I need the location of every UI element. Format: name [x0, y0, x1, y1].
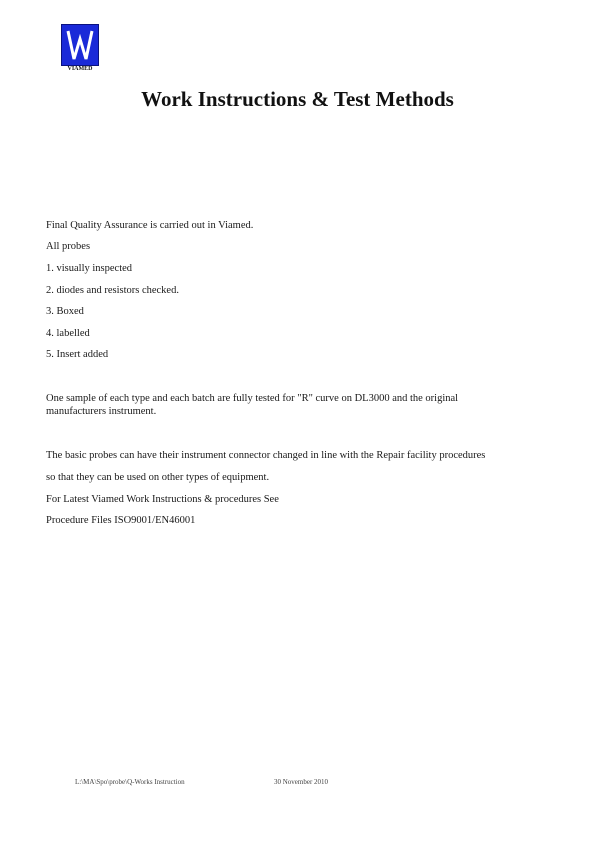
step-2: 2. diodes and resistors checked. [46, 285, 179, 296]
all-probes-heading: All probes [46, 241, 91, 252]
step-4: 4. labelled [46, 328, 90, 339]
viamed-logo-mark [61, 24, 99, 66]
footer-date: 30 November 2010 [274, 778, 329, 786]
sample-text-line-1: One sample of each type and each batch are fully tested for "R" curve on DL3000 and the original [46, 393, 459, 404]
footer-file-path: L:\MA\Spo\probe\Q-Works Instruction [75, 778, 185, 786]
step-1: 1. visually inspected [46, 263, 133, 274]
basic-probes-text-line-1: The basic probes can have their instrument connector changed in line with the Repair facility procedures [46, 450, 486, 461]
page-title: Work Instructions & Test Methods [141, 87, 454, 111]
latest-instructions-text: For Latest Viamed Work Instructions & procedures See [46, 494, 279, 505]
procedure-files-text: Procedure Files ISO9001/EN46001 [46, 515, 196, 526]
sample-text-line-2: manufacturers instrument. [46, 406, 157, 417]
basic-probes-text-line-2: so that they can be used on other types of equipment. [46, 472, 270, 483]
viamed-logo-text: VIAMED [67, 66, 93, 72]
viamed-logo [61, 24, 99, 74]
step-5: 5. Insert added [46, 349, 109, 360]
step-3: 3. Boxed [46, 306, 84, 317]
intro-text: Final Quality Assurance is carried out in Viamed. [46, 220, 254, 231]
